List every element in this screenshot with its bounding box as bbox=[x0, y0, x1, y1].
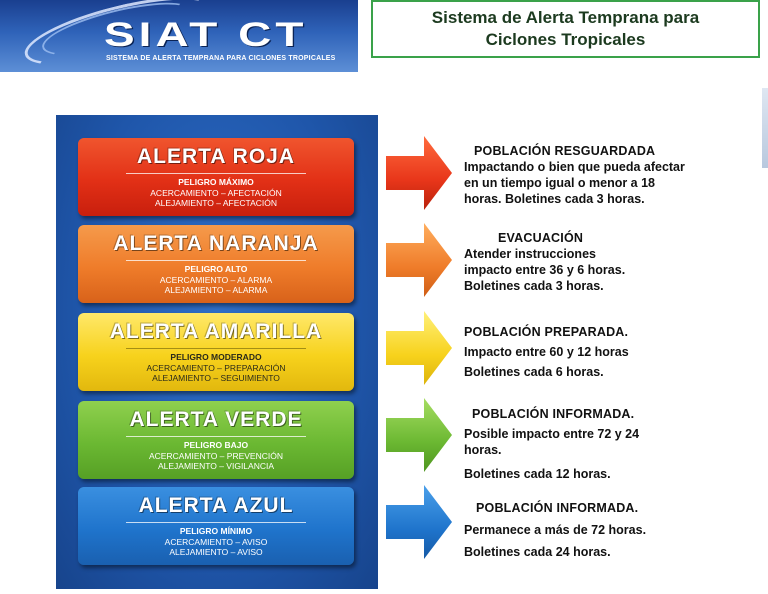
alert-info bbox=[118, 177, 314, 213]
alert-name: ALERTA AMARILLA bbox=[109, 320, 323, 343]
alert-approach: ACERCAMIENTO – ALARMA bbox=[159, 274, 273, 285]
arrow-shape bbox=[386, 311, 452, 385]
description-naranja bbox=[464, 230, 764, 294]
description-title: POBLACIÓN RESGUARDADA bbox=[474, 144, 656, 158]
description-verde bbox=[464, 406, 764, 482]
alert-name: ALERTA VERDE bbox=[129, 408, 303, 431]
description-line: horas. bbox=[464, 443, 502, 457]
logo-title: SIAT CT bbox=[104, 16, 308, 54]
alert-departure: ALEJAMIENTO – SEGUIMIENTO bbox=[152, 373, 280, 383]
page-title-line1: Sistema de Alerta Temprana para bbox=[431, 8, 700, 27]
alert-info bbox=[118, 264, 314, 300]
alert-danger: PELIGRO BAJO bbox=[183, 440, 249, 450]
alert-name: ALERTA NARANJA bbox=[113, 232, 319, 255]
description-azul bbox=[464, 500, 764, 560]
arrow-right-icon bbox=[386, 223, 452, 297]
alert-roja-panel bbox=[78, 138, 354, 216]
arrow-shape bbox=[386, 485, 452, 559]
alert-divider bbox=[126, 348, 306, 349]
description-title: POBLACIÓN INFORMADA. bbox=[476, 501, 639, 515]
alert-approach: ACERCAMIENTO – AFECTACIÓN bbox=[150, 187, 282, 198]
alert-danger: PELIGRO MODERADO bbox=[170, 352, 262, 362]
alert-info bbox=[118, 352, 314, 388]
alert-name: ALERTA ROJA bbox=[137, 145, 295, 168]
alert-verde-panel bbox=[78, 401, 354, 479]
alert-departure: ALEJAMIENTO – ALARMA bbox=[164, 285, 268, 295]
logo-subtitle: SISTEMA DE ALERTA TEMPRANA PARA CICLONES TROPICALES bbox=[106, 55, 336, 62]
alert-naranja-panel bbox=[78, 225, 354, 303]
description-line: Permanece a más de 72 horas. bbox=[464, 523, 647, 537]
arrow-shape bbox=[386, 136, 452, 210]
alert-divider bbox=[126, 522, 306, 523]
alert-info bbox=[118, 526, 314, 562]
alert-approach: ACERCAMIENTO – AVISO bbox=[164, 536, 268, 547]
description-title: POBLACIÓN INFORMADA. bbox=[472, 407, 635, 421]
alert-azul-panel bbox=[78, 487, 354, 565]
description-line: Atender instrucciones bbox=[464, 247, 596, 261]
alert-departure: ALEJAMIENTO – VIGILANCIA bbox=[157, 461, 275, 471]
page-title-line2: Ciclones Tropicales bbox=[485, 30, 646, 49]
alert-danger: PELIGRO ALTO bbox=[184, 264, 248, 274]
alert-name: ALERTA AZUL bbox=[138, 494, 294, 517]
description-line: en un tiempo igual o menor a 18 bbox=[464, 176, 656, 190]
alert-departure: ALEJAMIENTO – AVISO bbox=[169, 547, 263, 557]
alert-departure: ALEJAMIENTO – AFECTACIÓN bbox=[154, 198, 278, 208]
description-line: Posible impacto entre 72 y 24 bbox=[464, 427, 640, 441]
alert-divider bbox=[126, 173, 306, 174]
alert-poster bbox=[56, 115, 378, 589]
description-line: horas. Boletines cada 3 horas. bbox=[464, 192, 645, 206]
description-line: Boletines cada 24 horas. bbox=[464, 545, 611, 559]
page-title bbox=[371, 0, 760, 58]
description-title: POBLACIÓN PREPARADA. bbox=[464, 325, 629, 339]
alert-danger: PELIGRO MÍNIMO bbox=[179, 526, 253, 536]
alert-amarilla-panel bbox=[78, 313, 354, 391]
arrow-shape bbox=[386, 223, 452, 297]
description-amarilla bbox=[464, 324, 764, 380]
description-line: Boletines cada 6 horas. bbox=[464, 365, 604, 379]
siat-ct-logo bbox=[0, 0, 358, 72]
alert-approach: ACERCAMIENTO – PREVENCIÓN bbox=[149, 450, 283, 461]
arrow-right-icon bbox=[386, 398, 452, 472]
alert-info bbox=[118, 440, 314, 476]
alert-danger: PELIGRO MÁXIMO bbox=[178, 177, 254, 187]
description-title: EVACUACIÓN bbox=[498, 231, 584, 245]
arrow-shape bbox=[386, 398, 452, 472]
description-line: Impactando o bien que pueda afectar bbox=[464, 160, 685, 174]
alert-divider bbox=[126, 436, 306, 437]
alert-approach: ACERCAMIENTO – PREPARACIÓN bbox=[146, 362, 286, 373]
description-line: impacto entre 36 y 6 horas. bbox=[464, 263, 626, 277]
arrow-right-icon bbox=[386, 311, 452, 385]
arrow-right-icon bbox=[386, 136, 452, 210]
arrow-right-icon bbox=[386, 485, 452, 559]
description-roja bbox=[464, 143, 764, 207]
description-line: Boletines cada 12 horas. bbox=[464, 467, 611, 481]
description-line: Boletines cada 3 horas. bbox=[464, 279, 604, 293]
description-line: Impacto entre 60 y 12 horas bbox=[464, 345, 629, 359]
alert-divider bbox=[126, 260, 306, 261]
